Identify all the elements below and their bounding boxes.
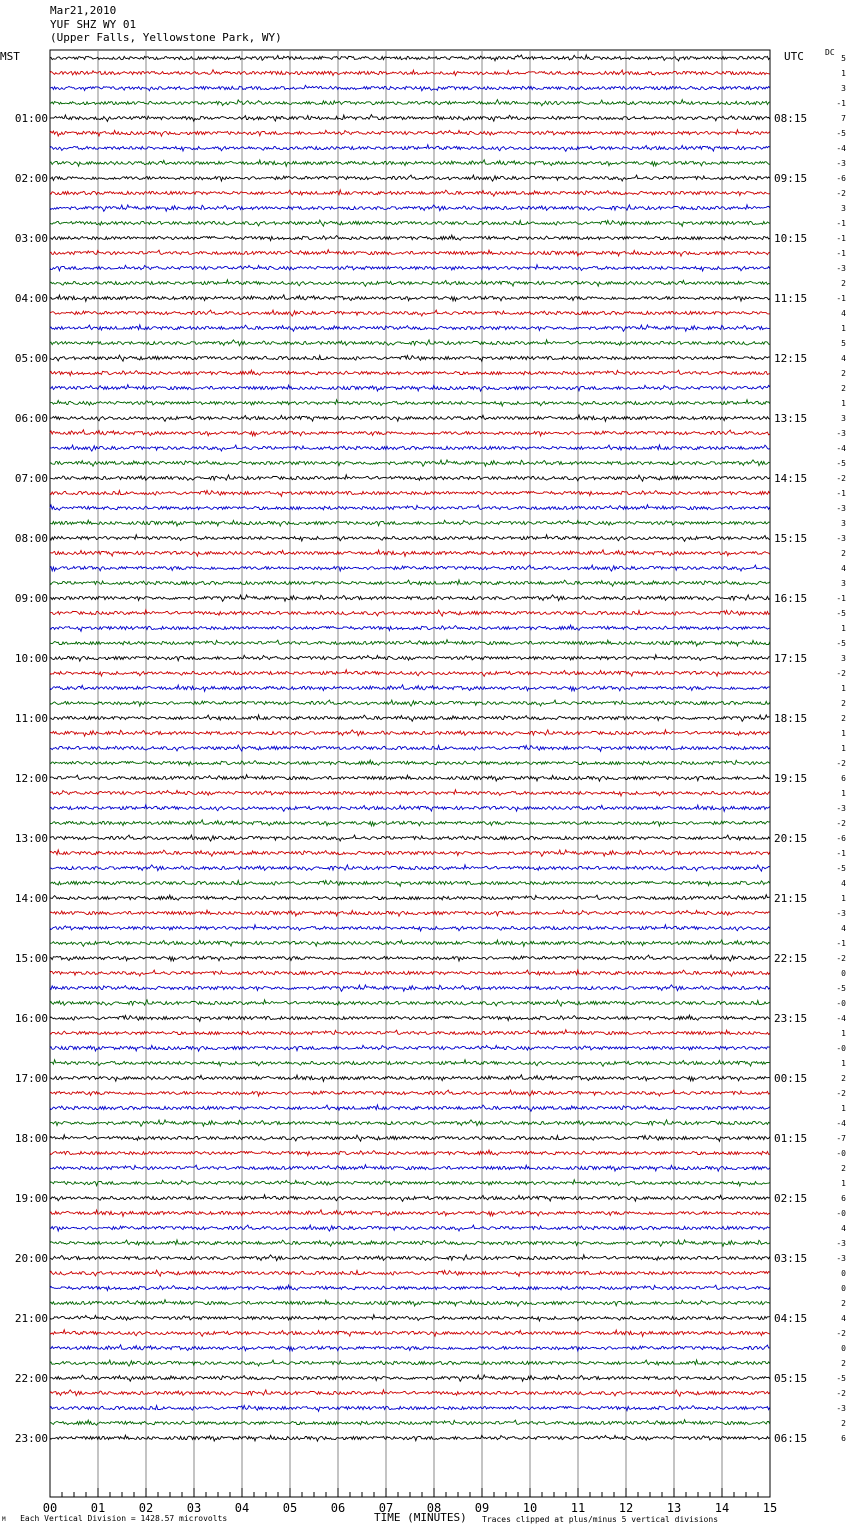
dc-offset-label: -0 bbox=[836, 1149, 846, 1158]
seismic-trace bbox=[50, 70, 770, 76]
x-axis-title: TIME (MINUTES) bbox=[374, 1511, 467, 1524]
mst-hour-label: 12:00 bbox=[14, 772, 48, 785]
mst-hour-label: 22:00 bbox=[14, 1372, 48, 1385]
dc-offset-label: -1 bbox=[836, 594, 846, 603]
dc-offset-label: 1 bbox=[841, 1059, 846, 1068]
seismic-trace bbox=[50, 550, 770, 557]
seismic-trace bbox=[50, 1435, 770, 1441]
seismic-trace bbox=[50, 580, 770, 586]
dc-offset-label: 2 bbox=[841, 279, 846, 288]
dc-offset-label: 3 bbox=[841, 519, 846, 528]
dc-offset-label: 1 bbox=[841, 744, 846, 753]
seismic-trace bbox=[50, 865, 770, 871]
dc-offset-label: 1 bbox=[841, 684, 846, 693]
seismic-trace bbox=[50, 115, 770, 122]
seismic-trace bbox=[50, 1150, 770, 1156]
x-tick-label: 10 bbox=[522, 1501, 538, 1515]
seismic-trace bbox=[50, 160, 770, 167]
seismic-trace bbox=[50, 1195, 770, 1202]
utc-hour-label: 04:15 bbox=[774, 1312, 808, 1325]
dc-offset-label: 4 bbox=[841, 924, 846, 933]
dc-offset-label: 3 bbox=[841, 84, 846, 93]
mst-hour-label: 13:00 bbox=[14, 832, 48, 845]
utc-hour-label: 21:15 bbox=[774, 892, 808, 905]
seismic-trace bbox=[50, 895, 770, 901]
seismic-trace bbox=[50, 880, 770, 886]
dc-offset-label: 1 bbox=[841, 399, 846, 408]
mst-hour-label: 01:00 bbox=[14, 112, 48, 125]
dc-offset-label: 2 bbox=[841, 1359, 846, 1368]
dc-offset-label: 0 bbox=[841, 1284, 846, 1293]
dc-offset-label: -1 bbox=[836, 249, 846, 258]
utc-hour-label: 19:15 bbox=[774, 772, 808, 785]
seismic-trace bbox=[50, 1255, 770, 1261]
x-tick-label: 05 bbox=[282, 1501, 298, 1515]
seismic-trace bbox=[50, 475, 770, 481]
seismic-trace bbox=[50, 340, 770, 346]
seismic-trace bbox=[50, 955, 770, 961]
seismic-trace bbox=[50, 415, 770, 421]
dc-offset-label: 2 bbox=[841, 714, 846, 723]
dc-offset-label: -4 bbox=[836, 1014, 846, 1023]
seismic-trace bbox=[50, 1135, 770, 1142]
dc-offset-label: -0 bbox=[836, 1044, 846, 1053]
dc-offset-label: -2 bbox=[836, 189, 846, 198]
seismic-trace bbox=[50, 100, 770, 106]
dc-offset-label: 3 bbox=[841, 204, 846, 213]
seismic-trace bbox=[50, 235, 770, 241]
mst-hour-label: 06:00 bbox=[14, 412, 48, 425]
dc-offset-label: 4 bbox=[841, 309, 846, 318]
seismic-trace bbox=[50, 385, 770, 392]
dc-offset-label: 4 bbox=[841, 354, 846, 363]
dc-offset-label: 1 bbox=[841, 789, 846, 798]
dc-offset-label: 3 bbox=[841, 654, 846, 663]
dc-offset-label: -1 bbox=[836, 234, 846, 243]
seismic-trace bbox=[50, 535, 770, 542]
seismic-trace bbox=[50, 640, 770, 646]
dc-offset-label: 0 bbox=[841, 1344, 846, 1353]
seismic-trace bbox=[50, 295, 770, 302]
seismic-trace bbox=[50, 1120, 770, 1126]
mst-hour-label: 17:00 bbox=[14, 1072, 48, 1085]
seismic-trace bbox=[50, 1225, 770, 1231]
dc-offset-label: 3 bbox=[841, 414, 846, 423]
utc-hour-label: 20:15 bbox=[774, 832, 808, 845]
seismic-trace bbox=[50, 445, 770, 451]
seismic-trace bbox=[50, 520, 770, 526]
mst-hour-label: 05:00 bbox=[14, 352, 48, 365]
mst-hour-label: 14:00 bbox=[14, 892, 48, 905]
clip-note: Traces clipped at plus/minus 5 vertical divisions bbox=[482, 1515, 719, 1524]
dc-offset-label: -5 bbox=[836, 609, 846, 618]
utc-hour-label: 05:15 bbox=[774, 1372, 808, 1385]
dc-offset-label: 2 bbox=[841, 1419, 846, 1428]
x-tick-label: 01 bbox=[90, 1501, 106, 1515]
left-timezone-label: MST bbox=[0, 50, 20, 63]
dc-offset-label: 2 bbox=[841, 1164, 846, 1173]
dc-offset-label: -7 bbox=[836, 1134, 846, 1143]
seismic-trace bbox=[50, 145, 770, 152]
dc-offset-label: -1 bbox=[836, 489, 846, 498]
x-tick-label: 00 bbox=[42, 1501, 58, 1515]
seismic-trace bbox=[50, 610, 770, 616]
dc-offset-label: -2 bbox=[836, 759, 846, 768]
seismic-trace bbox=[50, 805, 770, 812]
mst-hour-label: 16:00 bbox=[14, 1012, 48, 1025]
seismic-trace bbox=[50, 685, 770, 692]
seismic-trace bbox=[50, 505, 770, 511]
seismic-trace bbox=[50, 985, 770, 991]
seismic-trace bbox=[50, 55, 770, 61]
dc-offset-label: 1 bbox=[841, 1029, 846, 1038]
dc-offset-label: 1 bbox=[841, 624, 846, 633]
dc-offset-label: 2 bbox=[841, 549, 846, 558]
seismic-trace bbox=[50, 400, 770, 406]
footer-mark: M bbox=[2, 1516, 6, 1523]
mst-hour-label: 18:00 bbox=[14, 1132, 48, 1145]
mst-hour-label: 21:00 bbox=[14, 1312, 48, 1325]
seismic-trace bbox=[50, 700, 770, 706]
seismic-trace bbox=[50, 310, 770, 316]
seismic-trace bbox=[50, 1420, 770, 1426]
mst-hour-label: 09:00 bbox=[14, 592, 48, 605]
seismic-trace bbox=[50, 1330, 770, 1337]
dc-offset-label: -5 bbox=[836, 459, 846, 468]
seismic-trace bbox=[50, 1075, 770, 1082]
mst-hour-label: 02:00 bbox=[14, 172, 48, 185]
dc-offset-label: -1 bbox=[836, 99, 846, 108]
utc-hour-label: 08:15 bbox=[774, 112, 808, 125]
dc-offset-label: 0 bbox=[841, 969, 846, 978]
mst-hour-label: 03:00 bbox=[14, 232, 48, 245]
seismic-trace bbox=[50, 745, 770, 751]
seismic-trace bbox=[50, 1015, 770, 1021]
seismic-trace bbox=[50, 205, 770, 212]
seismic-trace bbox=[50, 190, 770, 196]
dc-offset-label: -3 bbox=[836, 534, 846, 543]
dc-offset-label: -0 bbox=[836, 999, 846, 1008]
utc-hour-label: 14:15 bbox=[774, 472, 808, 485]
dc-offset-label: 6 bbox=[841, 1434, 846, 1443]
seismic-trace bbox=[50, 490, 770, 496]
seismic-trace bbox=[50, 835, 770, 841]
dc-offset-label: 4 bbox=[841, 1224, 846, 1233]
seismic-trace bbox=[50, 1045, 770, 1051]
dc-offset-label: 5 bbox=[841, 339, 846, 348]
utc-hour-label: 01:15 bbox=[774, 1132, 808, 1145]
dc-offset-label: 1 bbox=[841, 729, 846, 738]
dc-offset-label: 7 bbox=[841, 114, 846, 123]
dc-offset-label: 2 bbox=[841, 369, 846, 378]
x-tick-label: 13 bbox=[666, 1501, 682, 1515]
x-tick-label: 03 bbox=[186, 1501, 202, 1515]
seismic-trace bbox=[50, 1240, 770, 1246]
dc-offset-label: -2 bbox=[836, 954, 846, 963]
x-tick-label: 14 bbox=[714, 1501, 730, 1515]
dc-offset-label: -3 bbox=[836, 159, 846, 168]
utc-hour-label: 23:15 bbox=[774, 1012, 808, 1025]
seismic-trace bbox=[50, 1165, 770, 1172]
mst-hour-label: 11:00 bbox=[14, 712, 48, 725]
utc-hour-label: 00:15 bbox=[774, 1072, 808, 1085]
dc-offset-label: 6 bbox=[841, 1194, 846, 1203]
seismic-trace bbox=[50, 1345, 770, 1351]
seismic-trace bbox=[50, 430, 770, 436]
seismic-trace bbox=[50, 625, 770, 631]
seismic-trace bbox=[50, 940, 770, 947]
seismic-trace bbox=[50, 1060, 770, 1067]
seismic-trace bbox=[50, 1405, 770, 1411]
dc-offset-label: -1 bbox=[836, 849, 846, 858]
dc-offset-label: -4 bbox=[836, 1119, 846, 1128]
seismic-trace bbox=[50, 1390, 770, 1396]
dc-offset-label: -1 bbox=[836, 219, 846, 228]
seismic-trace bbox=[50, 925, 770, 931]
seismic-trace bbox=[50, 910, 770, 916]
utc-hour-label: 18:15 bbox=[774, 712, 808, 725]
dc-offset-label: -5 bbox=[836, 864, 846, 873]
scale-note: Each Vertical Division = 1428.57 microvolts bbox=[20, 1514, 228, 1523]
seismic-trace bbox=[50, 1375, 770, 1381]
seismic-trace bbox=[50, 370, 770, 376]
dc-offset-label: -5 bbox=[836, 129, 846, 138]
mst-hour-label: 20:00 bbox=[14, 1252, 48, 1265]
dc-offset-label: -4 bbox=[836, 144, 846, 153]
dc-offset-label: 2 bbox=[841, 1299, 846, 1308]
utc-hour-label: 09:15 bbox=[774, 172, 808, 185]
dc-offset-label: -5 bbox=[836, 984, 846, 993]
seismic-trace bbox=[50, 670, 770, 677]
dc-offset-label: 1 bbox=[841, 894, 846, 903]
seismic-trace bbox=[50, 280, 770, 287]
dc-offset-label: 4 bbox=[841, 564, 846, 573]
dc-offset-label: -2 bbox=[836, 669, 846, 678]
mst-hour-label: 19:00 bbox=[14, 1192, 48, 1205]
dc-offset-label: -0 bbox=[836, 1209, 846, 1218]
seismic-trace bbox=[50, 355, 770, 361]
dc-offset-label: -5 bbox=[836, 1374, 846, 1383]
seismic-trace bbox=[50, 325, 770, 331]
dc-offset-label: -2 bbox=[836, 1089, 846, 1098]
dc-offset-label: 3 bbox=[841, 579, 846, 588]
dc-offset-label: -2 bbox=[836, 1389, 846, 1398]
dc-offset-label: -3 bbox=[836, 909, 846, 918]
x-tick-label: 09 bbox=[474, 1501, 490, 1515]
seismic-trace bbox=[50, 820, 770, 826]
dc-offset-label: -3 bbox=[836, 504, 846, 513]
mst-hour-label: 10:00 bbox=[14, 652, 48, 665]
dc-offset-label: 4 bbox=[841, 1314, 846, 1323]
dc-offset-label: 2 bbox=[841, 1074, 846, 1083]
mst-hour-label: 07:00 bbox=[14, 472, 48, 485]
seismic-trace bbox=[50, 1270, 770, 1276]
x-tick-label: 02 bbox=[138, 1501, 154, 1515]
dc-offset-label: -3 bbox=[836, 429, 846, 438]
dc-offset-label: 5 bbox=[841, 54, 846, 63]
utc-hour-label: 17:15 bbox=[774, 652, 808, 665]
dc-offset-label: 2 bbox=[841, 384, 846, 393]
dc-offset-label: 6 bbox=[841, 774, 846, 783]
dc-offset-label: -2 bbox=[836, 474, 846, 483]
x-tick-label: 12 bbox=[618, 1501, 634, 1515]
dc-column-label: DC bbox=[825, 48, 835, 57]
x-tick-label: 11 bbox=[570, 1501, 586, 1515]
seismic-trace bbox=[50, 85, 770, 91]
seismic-trace bbox=[50, 1285, 770, 1291]
dc-offset-label: -6 bbox=[836, 834, 846, 843]
x-tick-label: 07 bbox=[378, 1501, 394, 1515]
seismic-trace bbox=[50, 775, 770, 782]
dc-offset-label: -1 bbox=[836, 939, 846, 948]
dc-offset-label: -2 bbox=[836, 1329, 846, 1338]
seismic-trace bbox=[50, 760, 770, 766]
seismic-trace bbox=[50, 1315, 770, 1321]
seismic-trace bbox=[50, 1030, 770, 1035]
utc-hour-label: 06:15 bbox=[774, 1432, 808, 1445]
dc-offset-label: 1 bbox=[841, 1104, 846, 1113]
seismic-trace bbox=[50, 175, 770, 181]
utc-hour-label: 02:15 bbox=[774, 1192, 808, 1205]
x-tick-label: 04 bbox=[234, 1501, 250, 1515]
dc-offset-label: 2 bbox=[841, 699, 846, 708]
scale-note-row bbox=[2, 1514, 227, 1523]
station-location: (Upper Falls, Yellowstone Park, WY) bbox=[50, 31, 282, 44]
seismic-trace bbox=[50, 460, 770, 466]
dc-offset-label: -3 bbox=[836, 804, 846, 813]
seismic-trace bbox=[50, 1000, 770, 1006]
seismic-trace bbox=[50, 220, 770, 226]
dc-offset-label: -1 bbox=[836, 294, 846, 303]
utc-hour-label: 03:15 bbox=[774, 1252, 808, 1265]
dc-offset-label: -4 bbox=[836, 444, 846, 453]
dc-offset-label: -6 bbox=[836, 174, 846, 183]
utc-hour-label: 13:15 bbox=[774, 412, 808, 425]
mst-hour-label: 08:00 bbox=[14, 532, 48, 545]
utc-hour-label: 11:15 bbox=[774, 292, 808, 305]
seismic-trace bbox=[50, 1105, 770, 1111]
dc-offset-label: 4 bbox=[841, 879, 846, 888]
mst-hour-label: 15:00 bbox=[14, 952, 48, 965]
dc-offset-label: 1 bbox=[841, 69, 846, 78]
seismic-trace bbox=[50, 1300, 770, 1307]
seismic-trace bbox=[50, 730, 770, 736]
seismic-trace bbox=[50, 715, 770, 721]
seismic-trace bbox=[50, 265, 770, 271]
seismic-trace bbox=[50, 970, 770, 976]
x-tick-label: 08 bbox=[426, 1501, 442, 1515]
seismic-trace bbox=[50, 565, 770, 571]
chart-date: Mar21,2010 bbox=[50, 4, 117, 17]
dc-offset-label: -3 bbox=[836, 264, 846, 273]
x-tick-label: 06 bbox=[330, 1501, 346, 1515]
utc-hour-label: 22:15 bbox=[774, 952, 808, 965]
seismic-trace bbox=[50, 790, 770, 796]
dc-offset-label: -3 bbox=[836, 1239, 846, 1248]
dc-offset-label: -5 bbox=[836, 639, 846, 648]
seismic-trace bbox=[50, 1180, 770, 1186]
dc-offset-label: 1 bbox=[841, 1179, 846, 1188]
mst-hour-label: 04:00 bbox=[14, 292, 48, 305]
right-timezone-label: UTC bbox=[784, 50, 804, 63]
seismic-trace bbox=[50, 1210, 770, 1217]
utc-hour-label: 15:15 bbox=[774, 532, 808, 545]
seismic-trace bbox=[50, 850, 770, 856]
utc-hour-label: 16:15 bbox=[774, 592, 808, 605]
seismic-trace bbox=[50, 1090, 770, 1096]
station-code: YUF SHZ WY 01 bbox=[50, 17, 137, 31]
seismic-trace bbox=[50, 250, 770, 257]
mst-hour-label: 23:00 bbox=[14, 1432, 48, 1445]
dc-offset-label: 1 bbox=[841, 324, 846, 333]
seismic-trace bbox=[50, 130, 770, 137]
dc-offset-label: -3 bbox=[836, 1254, 846, 1263]
utc-hour-label: 10:15 bbox=[774, 232, 808, 245]
seismic-trace bbox=[50, 655, 770, 662]
seismic-trace bbox=[50, 595, 770, 601]
seismic-trace bbox=[50, 1360, 770, 1366]
dc-offset-label: 0 bbox=[841, 1269, 846, 1278]
utc-hour-label: 12:15 bbox=[774, 352, 808, 365]
dc-offset-label: -3 bbox=[836, 1404, 846, 1413]
dc-offset-label: -2 bbox=[836, 819, 846, 828]
x-tick-label: 15 bbox=[762, 1501, 778, 1515]
